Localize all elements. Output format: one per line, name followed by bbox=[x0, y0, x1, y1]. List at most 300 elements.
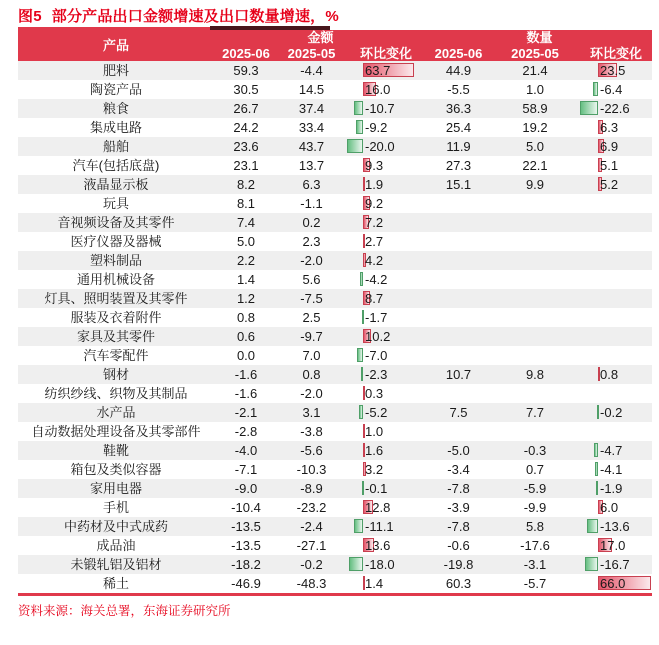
mom-change-value: -11.1 bbox=[365, 519, 394, 534]
mom-change-value: 1.4 bbox=[365, 576, 384, 591]
mom-change-cell bbox=[580, 137, 652, 156]
value-cell: 11.9 bbox=[446, 139, 471, 154]
value-cell bbox=[490, 346, 580, 365]
value-cell: 9.8 bbox=[525, 367, 545, 382]
mom-change-value: -1.7 bbox=[365, 310, 388, 325]
mom-change-cell bbox=[580, 498, 652, 517]
table-row bbox=[18, 80, 652, 99]
mom-change-cell bbox=[580, 61, 652, 80]
value-cell: -46.9 bbox=[231, 576, 261, 591]
mom-change-value: 5.1 bbox=[600, 158, 619, 173]
negative-data-bar bbox=[594, 443, 598, 457]
source-label: 资料来源： bbox=[18, 604, 81, 618]
source-note bbox=[18, 601, 231, 619]
product-cell: 箱包及类似容器 bbox=[70, 462, 162, 477]
mom-change-value: 13.6 bbox=[365, 538, 391, 553]
value-cell: 2.2 bbox=[236, 253, 256, 268]
value-cell: -3.1 bbox=[523, 557, 547, 572]
value-cell: -9.9 bbox=[523, 500, 547, 515]
negative-data-bar bbox=[597, 405, 599, 419]
value-cell: -1.6 bbox=[234, 386, 258, 401]
value-cell bbox=[427, 422, 490, 441]
value-cell: 3.1 bbox=[302, 405, 321, 420]
table-row bbox=[18, 308, 652, 327]
mom-change-cell bbox=[580, 118, 652, 137]
value-cell: 22.1 bbox=[522, 158, 548, 173]
value-cell: 7.7 bbox=[525, 405, 545, 420]
negative-data-bar bbox=[362, 310, 364, 324]
mom-change-cell bbox=[580, 308, 652, 327]
value-cell: -17.6 bbox=[520, 538, 550, 553]
product-cell: 汽车(包括底盘) bbox=[72, 158, 160, 173]
mom-change-cell bbox=[580, 327, 652, 346]
negative-data-bar bbox=[595, 462, 598, 476]
value-cell bbox=[490, 232, 580, 251]
negative-data-bar bbox=[354, 519, 363, 533]
column-header-qty-2025-06: 2025-06 bbox=[434, 45, 483, 61]
mom-change-cell bbox=[580, 574, 652, 593]
mom-change-value: -5.2 bbox=[365, 405, 388, 420]
value-cell: 23.1 bbox=[233, 158, 259, 173]
negative-data-bar bbox=[360, 272, 363, 286]
negative-data-bar bbox=[362, 481, 364, 495]
mom-change-cell bbox=[345, 346, 427, 365]
value-cell: 7.0 bbox=[302, 348, 321, 363]
mom-change-value: -20.0 bbox=[365, 139, 395, 154]
mom-change-cell bbox=[345, 61, 427, 80]
value-cell: 0.6 bbox=[236, 329, 256, 344]
value-cell: -3.4 bbox=[447, 462, 470, 477]
table-row bbox=[18, 365, 652, 384]
mom-change-value: 9.3 bbox=[365, 158, 384, 173]
value-cell: 5.0 bbox=[525, 139, 545, 154]
value-cell bbox=[427, 308, 490, 327]
product-cell: 鞋靴 bbox=[102, 443, 129, 458]
column-group-quantity: 数量 bbox=[526, 30, 553, 45]
table-row bbox=[18, 403, 652, 422]
product-cell: 灯具、照明装置及其零件 bbox=[44, 291, 188, 306]
mom-change-value: 6.3 bbox=[600, 120, 619, 135]
value-cell: -4.4 bbox=[300, 63, 323, 78]
mom-change-value: 1.0 bbox=[365, 424, 384, 439]
value-cell: 0.8 bbox=[302, 367, 321, 382]
value-cell: 6.3 bbox=[302, 177, 321, 192]
value-cell: 1.2 bbox=[236, 291, 256, 306]
mom-change-cell bbox=[345, 384, 427, 403]
column-header-product: 产品 bbox=[102, 38, 129, 53]
value-cell: 44.9 bbox=[445, 63, 472, 78]
product-cell: 音视频设备及其零件 bbox=[57, 215, 175, 230]
value-cell: -19.8 bbox=[443, 557, 474, 572]
mom-change-value: -4.7 bbox=[600, 443, 623, 458]
mom-change-cell bbox=[345, 536, 427, 555]
mom-change-value: 7.2 bbox=[365, 215, 384, 230]
value-cell: -13.5 bbox=[231, 538, 261, 553]
mom-change-value: -13.6 bbox=[600, 519, 630, 534]
mom-change-cell bbox=[345, 80, 427, 99]
mom-change-cell bbox=[580, 460, 652, 479]
value-cell: -0.3 bbox=[523, 443, 547, 458]
product-cell: 家用电器 bbox=[89, 481, 142, 496]
mom-change-cell bbox=[580, 403, 652, 422]
mom-change-cell bbox=[345, 213, 427, 232]
value-cell: 25.4 bbox=[445, 120, 472, 135]
value-cell: 7.5 bbox=[449, 405, 468, 420]
data-table bbox=[18, 30, 652, 596]
value-cell bbox=[490, 213, 580, 232]
value-cell: 26.7 bbox=[233, 101, 259, 116]
value-cell: -23.2 bbox=[296, 500, 327, 515]
mom-change-value: 16.0 bbox=[365, 82, 391, 97]
mom-change-cell bbox=[580, 422, 652, 441]
column-header-qty-mom: 环比变化 bbox=[589, 45, 642, 61]
negative-data-bar bbox=[361, 367, 363, 381]
value-cell: -0.6 bbox=[447, 538, 470, 553]
value-cell: 8.1 bbox=[236, 196, 256, 211]
table-row bbox=[18, 574, 652, 593]
value-cell: -7.1 bbox=[234, 462, 258, 477]
value-cell: 0.2 bbox=[302, 215, 321, 230]
value-cell bbox=[427, 346, 490, 365]
mom-change-value: -2.3 bbox=[365, 367, 388, 382]
value-cell: 2.3 bbox=[302, 234, 321, 249]
value-cell bbox=[490, 327, 580, 346]
mom-change-cell bbox=[345, 99, 427, 118]
value-cell: 15.1 bbox=[445, 177, 472, 192]
value-cell bbox=[427, 232, 490, 251]
value-cell: 1.0 bbox=[525, 82, 545, 97]
product-cell: 水产品 bbox=[96, 405, 136, 420]
product-cell: 纺织纱线、织物及其制品 bbox=[44, 386, 188, 401]
value-cell bbox=[427, 270, 490, 289]
value-cell: -18.2 bbox=[231, 557, 261, 572]
table-row bbox=[18, 384, 652, 403]
mom-change-cell bbox=[580, 555, 652, 574]
mom-change-cell bbox=[345, 308, 427, 327]
mom-change-value: -4.2 bbox=[365, 272, 388, 287]
value-cell: -8.9 bbox=[300, 481, 323, 496]
value-cell: 43.7 bbox=[298, 139, 325, 154]
mom-change-value: 10.2 bbox=[365, 329, 391, 344]
product-cell: 稀土 bbox=[102, 576, 129, 591]
table-row bbox=[18, 555, 652, 574]
mom-change-cell bbox=[345, 517, 427, 536]
value-cell bbox=[490, 308, 580, 327]
mom-change-value: 5.2 bbox=[600, 177, 619, 192]
mom-change-cell bbox=[345, 327, 427, 346]
mom-change-value: 3.2 bbox=[365, 462, 384, 477]
product-cell: 未锻轧铝及铝材 bbox=[70, 557, 162, 572]
table-row bbox=[18, 460, 652, 479]
value-cell: -4.0 bbox=[234, 443, 258, 458]
table-row bbox=[18, 270, 652, 289]
mom-change-cell bbox=[345, 118, 427, 137]
mom-change-cell bbox=[345, 270, 427, 289]
figure-title bbox=[18, 5, 339, 26]
value-cell: 0.8 bbox=[236, 310, 256, 325]
value-cell: 60.3 bbox=[445, 576, 472, 591]
mom-change-cell bbox=[345, 460, 427, 479]
value-cell: -2.0 bbox=[300, 386, 323, 401]
value-cell: 27.3 bbox=[445, 158, 472, 173]
product-cell: 通用机械设备 bbox=[76, 272, 155, 287]
value-cell: -48.3 bbox=[296, 576, 327, 591]
value-cell: -2.0 bbox=[300, 253, 323, 268]
value-cell: 5.8 bbox=[525, 519, 545, 534]
mom-change-value: -7.0 bbox=[365, 348, 388, 363]
value-cell: -9.7 bbox=[300, 329, 323, 344]
mom-change-cell bbox=[345, 555, 427, 574]
table-row bbox=[18, 327, 652, 346]
mom-change-value: -1.9 bbox=[600, 481, 623, 496]
value-cell: -5.9 bbox=[523, 481, 547, 496]
value-cell: 1.4 bbox=[236, 272, 256, 287]
value-cell: -5.7 bbox=[523, 576, 547, 591]
negative-data-bar bbox=[587, 519, 598, 533]
column-header-qty-2025-05: 2025-05 bbox=[511, 45, 559, 61]
value-cell: -1.6 bbox=[234, 367, 258, 382]
negative-data-bar bbox=[357, 348, 363, 362]
table-body bbox=[18, 61, 652, 593]
value-cell bbox=[490, 289, 580, 308]
mom-change-value: 66.0 bbox=[600, 576, 626, 591]
column-header-amount-2025-06: 2025-06 bbox=[222, 45, 270, 61]
negative-data-bar bbox=[349, 557, 363, 571]
value-cell: 23.6 bbox=[233, 139, 259, 154]
product-cell: 成品油 bbox=[96, 538, 136, 553]
mom-change-cell bbox=[345, 574, 427, 593]
mom-change-cell bbox=[580, 175, 652, 194]
table-row bbox=[18, 194, 652, 213]
product-cell: 玩具 bbox=[102, 196, 129, 211]
table-bottom-rule bbox=[18, 593, 652, 596]
column-group-amount: 金额 bbox=[307, 30, 334, 45]
mom-change-value: 2.7 bbox=[365, 234, 384, 249]
mom-change-cell bbox=[580, 536, 652, 555]
mom-change-cell bbox=[580, 479, 652, 498]
mom-change-value: -9.2 bbox=[365, 120, 388, 135]
value-cell bbox=[490, 384, 580, 403]
product-cell: 钢材 bbox=[102, 367, 129, 382]
value-cell: -0.2 bbox=[300, 557, 323, 572]
value-cell: 59.3 bbox=[233, 63, 259, 78]
product-cell: 粮食 bbox=[102, 101, 129, 116]
mom-change-cell bbox=[580, 441, 652, 460]
value-cell: 2.5 bbox=[302, 310, 321, 325]
value-cell: 33.4 bbox=[298, 120, 325, 135]
table-row bbox=[18, 99, 652, 118]
mom-change-value: -0.1 bbox=[365, 481, 388, 496]
mom-change-value: 6.0 bbox=[600, 500, 619, 515]
value-cell: 19.2 bbox=[522, 120, 548, 135]
mom-change-cell bbox=[580, 251, 652, 270]
value-cell: -1.1 bbox=[300, 196, 323, 211]
product-cell: 自动数据处理设备及其零部件 bbox=[31, 424, 201, 439]
mom-change-value: -22.6 bbox=[600, 101, 630, 116]
mom-change-cell bbox=[580, 517, 652, 536]
mom-change-cell bbox=[345, 232, 427, 251]
mom-change-cell bbox=[580, 194, 652, 213]
product-cell: 手机 bbox=[102, 500, 129, 515]
product-cell: 汽车零配件 bbox=[83, 348, 149, 363]
mom-change-cell bbox=[345, 175, 427, 194]
negative-data-bar bbox=[359, 405, 363, 419]
value-cell: -2.1 bbox=[234, 405, 258, 420]
mom-change-value: -18.0 bbox=[365, 557, 395, 572]
mom-change-value: 0.8 bbox=[600, 367, 619, 382]
source-text: 海关总署，东海证券研究所 bbox=[80, 604, 231, 618]
product-cell: 肥料 bbox=[102, 63, 129, 78]
value-cell: -27.1 bbox=[296, 538, 327, 553]
value-cell: -3.8 bbox=[300, 424, 323, 439]
product-cell: 集成电路 bbox=[89, 120, 142, 135]
column-header-amount-mom: 环比变化 bbox=[359, 45, 412, 61]
value-cell: -10.4 bbox=[231, 500, 261, 515]
table-row bbox=[18, 175, 652, 194]
table-row bbox=[18, 118, 652, 137]
product-cell: 陶瓷产品 bbox=[89, 82, 142, 97]
negative-data-bar bbox=[347, 139, 363, 153]
table-row bbox=[18, 346, 652, 365]
figure-title-text: 部分产品出口金额增速及出口数量增速，% bbox=[51, 8, 339, 25]
negative-data-bar bbox=[580, 101, 598, 115]
mom-change-value: 8.7 bbox=[365, 291, 384, 306]
mom-change-value: 17.0 bbox=[600, 538, 626, 553]
value-cell: 8.2 bbox=[236, 177, 256, 192]
mom-change-cell bbox=[580, 346, 652, 365]
negative-data-bar bbox=[585, 557, 598, 571]
product-cell: 中药材及中式成药 bbox=[63, 519, 168, 534]
column-header-amount-2025-05: 2025-05 bbox=[287, 45, 336, 61]
product-cell: 塑料制品 bbox=[89, 253, 142, 268]
mom-change-value: 0.3 bbox=[365, 386, 384, 401]
mom-change-value: 23.5 bbox=[600, 63, 626, 78]
mom-change-cell bbox=[580, 80, 652, 99]
value-cell bbox=[427, 384, 490, 403]
mom-change-cell bbox=[580, 270, 652, 289]
mom-change-cell bbox=[580, 365, 652, 384]
mom-change-cell bbox=[345, 441, 427, 460]
table-row bbox=[18, 517, 652, 536]
value-cell: 10.7 bbox=[445, 367, 472, 382]
value-cell: -5.0 bbox=[447, 443, 470, 458]
product-cell: 服装及衣着附件 bbox=[70, 310, 162, 325]
value-cell: 9.9 bbox=[525, 177, 545, 192]
table-row bbox=[18, 137, 652, 156]
negative-data-bar bbox=[356, 120, 363, 134]
value-cell: 0.0 bbox=[236, 348, 256, 363]
mom-change-value: 4.2 bbox=[365, 253, 384, 268]
table-row bbox=[18, 232, 652, 251]
table-row bbox=[18, 61, 652, 80]
table-row bbox=[18, 479, 652, 498]
table-row bbox=[18, 289, 652, 308]
table-row bbox=[18, 251, 652, 270]
product-cell: 船舶 bbox=[102, 139, 129, 154]
mom-change-cell bbox=[345, 365, 427, 384]
value-cell: 30.5 bbox=[233, 82, 259, 97]
value-cell bbox=[427, 213, 490, 232]
mom-change-cell bbox=[580, 384, 652, 403]
value-cell: -7.8 bbox=[447, 481, 470, 496]
value-cell: 5.0 bbox=[236, 234, 256, 249]
table-row bbox=[18, 422, 652, 441]
negative-data-bar bbox=[593, 82, 598, 96]
value-cell: 58.9 bbox=[522, 101, 548, 116]
mom-change-value: 9.2 bbox=[365, 196, 384, 211]
value-cell: 37.4 bbox=[298, 101, 325, 116]
value-cell bbox=[490, 194, 580, 213]
value-cell: -5.6 bbox=[300, 443, 323, 458]
mom-change-value: 12.8 bbox=[365, 500, 391, 515]
value-cell: 14.5 bbox=[298, 82, 325, 97]
product-cell: 液晶显示板 bbox=[83, 177, 149, 192]
value-cell: -7.5 bbox=[300, 291, 323, 306]
mom-change-value: -16.7 bbox=[600, 557, 630, 572]
value-cell: 36.3 bbox=[445, 101, 472, 116]
mom-change-value: 1.9 bbox=[365, 177, 384, 192]
mom-change-cell bbox=[345, 403, 427, 422]
mom-change-value: -6.4 bbox=[600, 82, 623, 97]
value-cell: -7.8 bbox=[447, 519, 470, 534]
value-cell: 0.7 bbox=[525, 462, 545, 477]
value-cell: -3.9 bbox=[447, 500, 470, 515]
value-cell bbox=[427, 327, 490, 346]
mom-change-cell bbox=[345, 498, 427, 517]
negative-data-bar bbox=[596, 481, 598, 495]
value-cell bbox=[427, 289, 490, 308]
mom-change-cell bbox=[580, 213, 652, 232]
value-cell: -2.8 bbox=[234, 424, 258, 439]
table-row bbox=[18, 441, 652, 460]
value-cell: 7.4 bbox=[236, 215, 256, 230]
mom-change-value: -10.7 bbox=[365, 101, 395, 116]
value-cell bbox=[490, 270, 580, 289]
table-row bbox=[18, 498, 652, 517]
value-cell bbox=[490, 251, 580, 270]
mom-change-cell bbox=[345, 422, 427, 441]
value-cell bbox=[427, 251, 490, 270]
mom-change-cell bbox=[345, 137, 427, 156]
mom-change-cell bbox=[345, 194, 427, 213]
value-cell: 24.2 bbox=[233, 120, 259, 135]
table-row bbox=[18, 213, 652, 232]
value-cell bbox=[427, 194, 490, 213]
value-cell: -9.0 bbox=[234, 481, 258, 496]
mom-change-value: 1.6 bbox=[365, 443, 384, 458]
value-cell: -13.5 bbox=[231, 519, 261, 534]
mom-change-cell bbox=[580, 99, 652, 118]
mom-change-cell bbox=[345, 479, 427, 498]
mom-change-cell bbox=[345, 156, 427, 175]
mom-change-value: -0.2 bbox=[600, 405, 623, 420]
value-cell: -2.4 bbox=[300, 519, 323, 534]
mom-change-value: 6.9 bbox=[600, 139, 619, 154]
mom-change-cell bbox=[580, 156, 652, 175]
table-row bbox=[18, 156, 652, 175]
mom-change-cell bbox=[345, 251, 427, 270]
value-cell: 21.4 bbox=[522, 63, 548, 78]
mom-change-cell bbox=[345, 289, 427, 308]
negative-data-bar bbox=[354, 101, 363, 115]
value-cell: 5.6 bbox=[302, 272, 321, 287]
value-cell bbox=[490, 422, 580, 441]
mom-change-value: -4.1 bbox=[600, 462, 623, 477]
mom-change-value: 63.7 bbox=[365, 63, 391, 78]
value-cell: 13.7 bbox=[298, 158, 325, 173]
figure-number: 图5 bbox=[18, 8, 42, 25]
value-cell: -5.5 bbox=[447, 82, 470, 97]
